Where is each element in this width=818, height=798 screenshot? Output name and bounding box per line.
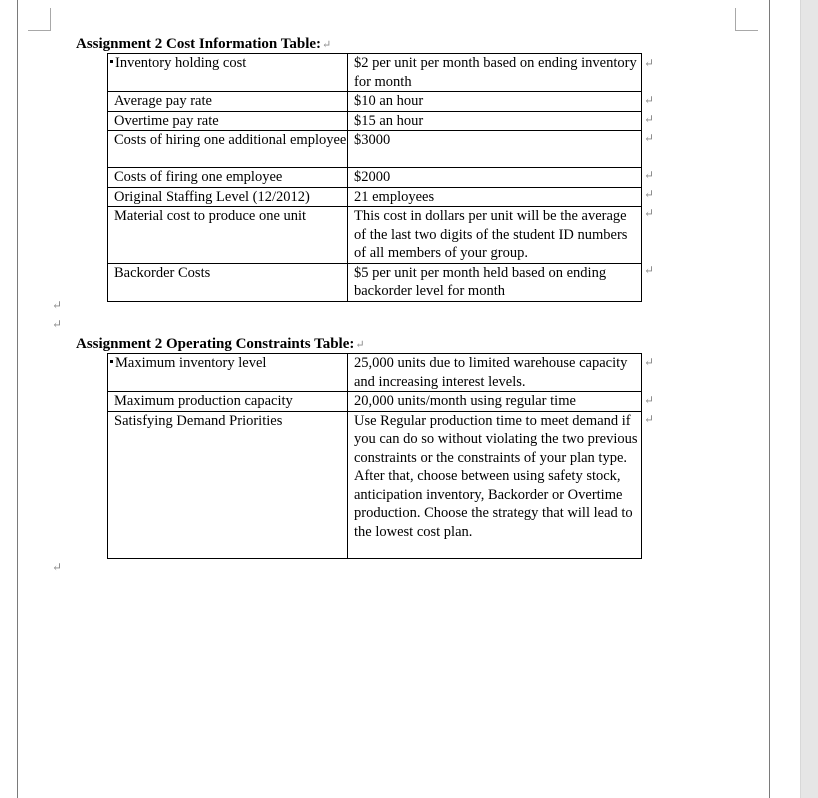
table-row [108,54,642,92]
table-cell-value[interactable]: 20,000 units/month using regular time [348,392,642,412]
row-end-mark: ↵ [644,112,655,126]
operating-constraints-table [107,353,642,559]
top-right-crop-mark [735,8,758,31]
table-cell-value[interactable]: Use Regular production time to meet demand if you can do so without violating the two previous constraints or the constraints of your plan type. After that, choose between using safety stock, anticipation inventory, Backorder or Overtime production. Choose the strategy that will lead to the lowest cost plan. [348,411,642,558]
row-end-mark: ↵ [644,393,655,407]
table-cell-label[interactable]: Average pay rate [108,92,348,112]
table-cell-value[interactable]: This cost in dollars per unit will be the average of the last two digits of the student ID numbers of all members of your group. [348,207,642,264]
row-end-mark: ↵ [644,131,655,145]
constraints-table-heading [76,335,365,354]
table-row [108,207,642,264]
row-end-mark: ↵ [644,168,655,182]
table-row [108,354,642,392]
cost-information-table [107,53,642,302]
row-end-mark: ↵ [644,412,655,426]
bullet-marker [110,60,113,63]
bullet-marker [110,360,113,363]
table-cell-label[interactable]: Overtime pay rate [108,111,348,131]
row-end-mark: ↵ [644,56,655,70]
row-end-mark: ↵ [644,263,655,277]
row-end-mark: ↵ [644,93,655,107]
row-end-mark: ↵ [644,206,655,220]
top-left-crop-mark [28,8,51,31]
table-cell-value[interactable]: $15 an hour [348,111,642,131]
constraints-table-heading-text: Assignment 2 Operating Constraints Table: [76,336,355,352]
table-cell-label[interactable]: Satisfying Demand Priorities [108,411,348,558]
table-cell-label[interactable]: Material cost to produce one unit [108,207,348,264]
table-row [108,111,642,131]
cost-table-heading-text: Assignment 2 Cost Information Table: [76,36,322,52]
table-cell-label[interactable]: Inventory holding cost [108,54,348,92]
table-cell-value[interactable]: $10 an hour [348,92,642,112]
vertical-scrollbar[interactable] [800,0,818,798]
empty-paragraph-mark: ↵ [52,317,63,331]
table-row [108,263,642,301]
paragraph-mark: ↵ [322,39,332,51]
table-cell-label[interactable]: Costs of hiring one additional employee [108,131,348,168]
table-row [108,92,642,112]
table-cell-value[interactable]: 25,000 units due to limited warehouse capacity and increasing interest levels. [348,354,642,392]
table-cell-value[interactable]: 21 employees [348,187,642,207]
empty-paragraph-mark: ↵ [52,298,63,312]
cost-table-heading [76,35,331,54]
table-cell-value[interactable]: $2 per unit per month based on ending inventory for month [348,54,642,92]
empty-paragraph-mark: ↵ [52,560,63,574]
table-cell-label[interactable]: Backorder Costs [108,263,348,301]
paragraph-mark: ↵ [355,339,365,351]
row-end-mark: ↵ [644,355,655,369]
table-row [108,187,642,207]
table-cell-label[interactable]: Original Staffing Level (12/2012) [108,187,348,207]
table-row [108,131,642,168]
table-row [108,411,642,558]
table-cell-value[interactable]: $3000 [348,131,642,168]
table-cell-label[interactable]: Costs of firing one employee [108,168,348,188]
table-cell-value[interactable]: $2000 [348,168,642,188]
table-row [108,168,642,188]
table-cell-label[interactable]: Maximum production capacity [108,392,348,412]
row-end-mark: ↵ [644,187,655,201]
table-row [108,392,642,412]
table-cell-label[interactable]: Maximum inventory level [108,354,348,392]
table-cell-value[interactable]: $5 per unit per month held based on ending backorder level for month [348,263,642,301]
